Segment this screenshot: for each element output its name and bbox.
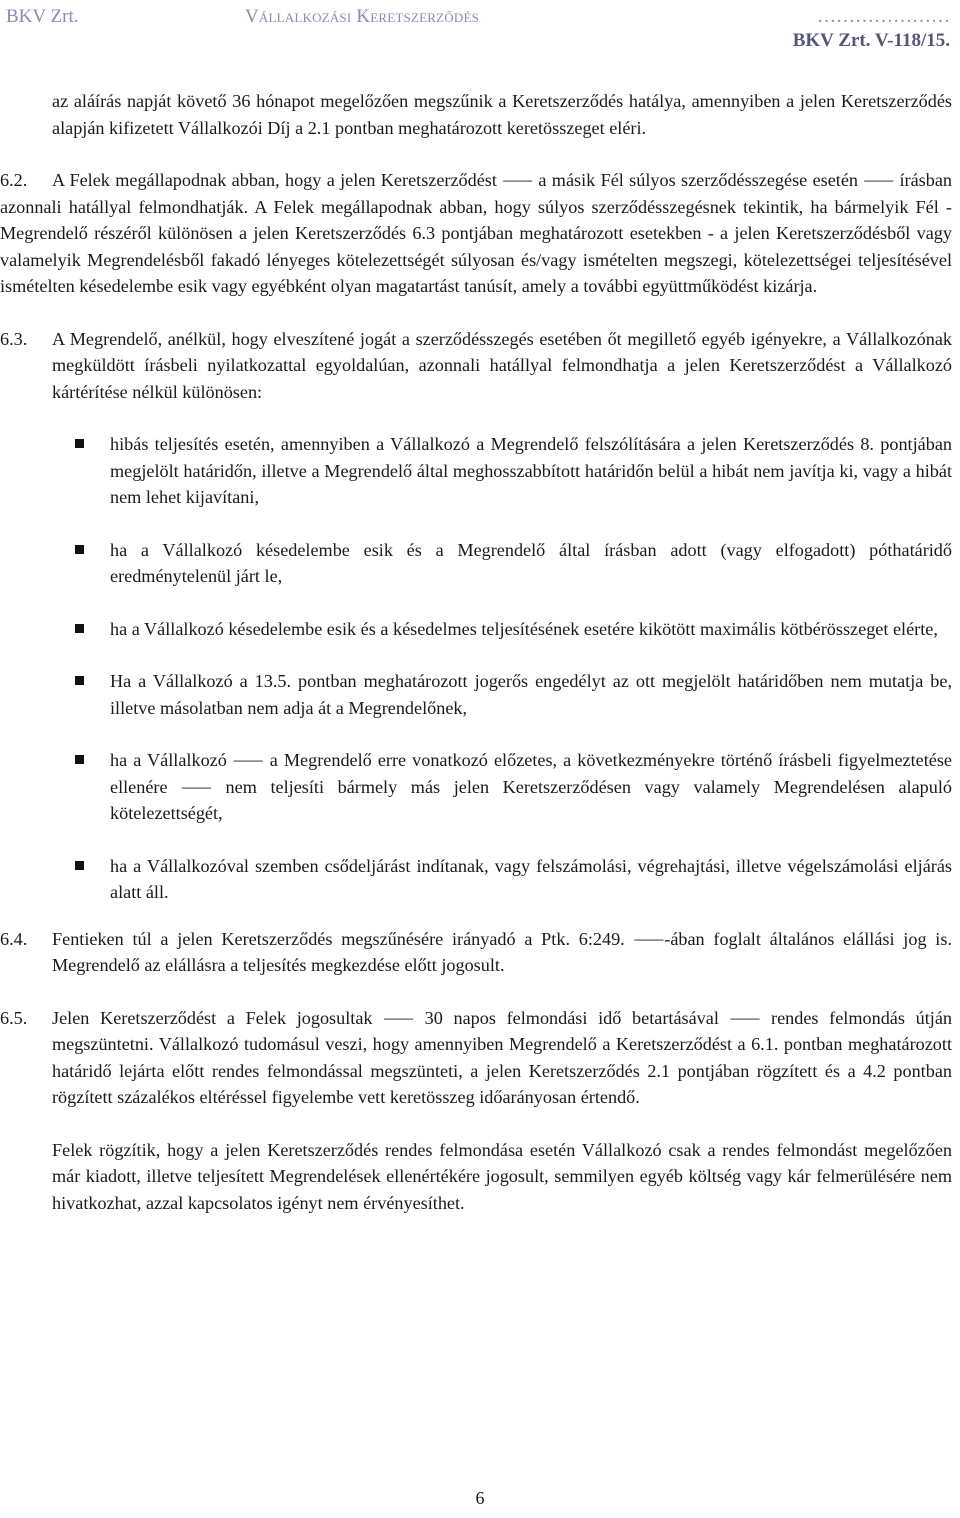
section-6-5-body: Jelen Keretszerződést a Felek jogosultak ⸺ 30 napos felmondási idő betartásával ⸺ rendes felmondás útján megszüntetni. Vállalkozó tudomásul veszi, hogy amennyiben Megrendelő a Keretszerződést a 6.1. pontban meghatározott határidő lejárta előtt rendes felmondással megszünteti, a jelen Keretszerződés 2.1 pontjában rögzített és a 4.2 pontban rögzített százalékos eltéréssel figyelembe vett keretösszeg időarányosan értendő. [52,1007,952,1107]
list-item-text: ha a Vállalkozó késedelembe esik és a késedelmes teljesítésének esetére kikötött maximális kötbérösszeget elérte, [110,618,938,639]
section-6-5-text [0,1005,952,1111]
section-6-2 [0,167,952,300]
header-contract-number: BKV Zrt. V-118/15. [792,30,950,51]
section-6-4-text [0,926,952,979]
section-6-2-text [0,167,952,300]
list-item-text: ha a Vállalkozó késedelembe esik és a Megrendelő által írásban adott (vagy elfogadott) póthatáridő eredménytelenül járt le, [110,539,952,586]
document-body [0,88,952,1242]
square-bullet-icon [75,545,84,554]
list-item-text: ha a Vállalkozó ⸺ a Megrendelő erre vonatkozó előzetes, a következményekre történő írásbeli figyelmeztetése ellenére ⸺ nem teljesíti bármely más jelen Keretszerződésen vagy valamely Megrendelésen alapuló kötelezettségét, [110,750,952,823]
section-6-5 [0,1005,952,1111]
section-6-3-body: A Megrendelő, anélkül, hogy elveszítené jogát a szerződésszegés esetében őt megillető egyéb igényekre, a Vállalkozónak megküldött írásbeli nyilatkozattal egyoldalúan, azonnali hatállyal felmondhatja a jelen Keretszerződést a Vállalkozó kártérítése nélkül különösen: [52,328,952,402]
section-6-3 [0,326,952,406]
page-header [0,0,960,60]
intro-paragraph: az aláírás napját követő 36 hónapot megelőzően megszűnik a Keretszerződés hatálya, amennyiben a jelen Keretszerződés alapján kifizetett Vállalkozói Díj a 2.1 pontban meghatározott keretösszeget eléri. [52,91,952,138]
section-6-4 [0,926,952,979]
square-bullet-icon [75,755,84,764]
list-item [110,616,952,643]
header-document-title: Vállalkozási Keretszerződés [245,6,480,27]
list-item [110,747,952,827]
section-6-4-number: 6.4. [0,928,28,949]
section-6-4-body: Fentieken túl a jelen Keretszerződés megszűnésére irányadó a Ptk. 6:249. ⸺-ában foglalt általános elállási jog is. Megrendelő az elállásra a teljesítés megkezdése előtt jogosult. [52,928,952,975]
section-6-2-body: A Felek megállapodnak abban, hogy a jelen Keretszerződést ⸺ a másik Fél súlyos szerződésszegése esetén ⸺ írásban azonnali hatállyal felmondhatják. A Felek megállapodnak abban, hogy súlyos szerződésszegésnek tekintik, ha bármelyik Fél - Megrendelő részéről különösen a jelen Keretszerződés 6.3 pontjában meghatározott esetekben - a jelen Keretszerződésből vagy valamelyik Megrendelésből fakadó lényeges kötelezettségét súlyosan és/vagy ismételten megszegi, kötelezettségei teljesítésével ismételten késedelembe esik vagy egyébként olyan magatartást tanúsít, amely a további együttműködést kizárja. [0,170,952,296]
square-bullet-icon [75,439,84,448]
list-item [110,668,952,721]
page-number: 6 [475,1488,485,1508]
header-company: BKV Zrt. [6,6,79,27]
list-item [110,431,952,511]
header-dots: ………………… [817,6,950,27]
square-bullet-icon [75,861,84,870]
square-bullet-icon [75,676,84,685]
section-6-5-number: 6.5. [0,1007,28,1028]
closing-paragraph: Felek rögzítik, hogy a jelen Keretszerződés rendes felmondása esetén Vállalkozó csak a rendes felmondást megelőzően már kiadott, illetve teljesített Megrendelések ellenértékére jogosult, semmilyen egyéb költség vagy kár felmerülésére nem hivatkozhat, azzal kapcsolatos igényt nem érvényesíthet. [52,1139,952,1213]
section-6-3-text [0,326,952,406]
list-item [110,853,952,906]
section-6-3-number: 6.3. [0,328,28,349]
list-item-text: Ha a Vállalkozó a 13.5. pontban meghatározott jogerős engedélyt az ott megjelölt határidőben nem mutatja be, illetve másolatban nem adja át a Megrendelőnek, [110,671,952,718]
termination-cases-list [110,431,952,906]
list-item [110,537,952,590]
list-item-text: ha a Vállalkozóval szemben csődeljárást indítanak, vagy felszámolási, végrehajtási, illetve végelszámolási eljárás alatt áll. [110,855,952,902]
square-bullet-icon [75,624,84,633]
list-item-text: hibás teljesítés esetén, amennyiben a Vállalkozó a Megrendelő felszólítására a jelen Keretszerződés 8. pontjában megjelölt határidőn, illetve a Megrendelő által meghosszabbított határidőn belül a hibát nem javítja ki, vagy a hibát nem lehet kijavítani, [110,434,952,507]
section-6-2-number: 6.2. [0,170,28,190]
